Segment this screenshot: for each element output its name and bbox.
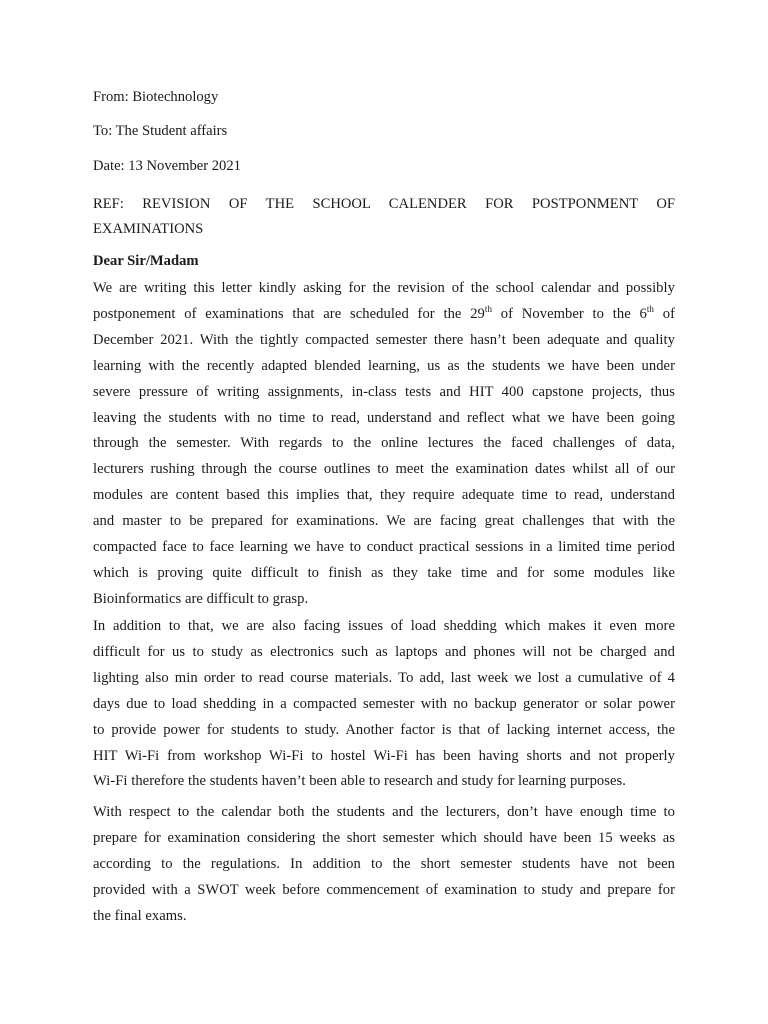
- superscript: th: [484, 303, 493, 314]
- paragraph-line: difficult for us to study as electronics such as laptops and phones will not be charged and: [93, 643, 675, 660]
- paragraph-line: according to the regulations. In addition to the short semester students have not been: [93, 855, 675, 872]
- paragraph-line: severe pressure of writing assignments, in-class tests and HIT 400 capstone projects, thus: [93, 383, 675, 400]
- paragraph-line: In addition to that, we are also facing issues of load shedding which makes it even more: [93, 618, 675, 634]
- paragraph-line: December 2021. With the tightly compacted semester there hasn’t been adequate and quality: [93, 331, 675, 348]
- paragraph-line: to provide power for students to study. Another factor is that of lacking internet access, the: [93, 721, 675, 738]
- paragraph-line: and master to be prepared for examinations. We are facing great challenges that with the: [93, 513, 675, 530]
- paragraph-line: lighting also min order to read course materials. To add, last week we lost a cumulative of 4: [93, 669, 675, 686]
- paragraph-line: lecturers rushing through the course outlines to meet the examination dates whilst all of our: [93, 461, 675, 478]
- text-segment: postponement of examinations that are scheduled for the 29: [93, 305, 485, 322]
- paragraph-line: compacted face to face learning we have to conduct practical sessions in a limited time period: [93, 539, 675, 556]
- paragraph-line: provided with a SWOT week before commencement of examination to study and prepare for: [93, 881, 675, 898]
- paragraph-line: prepare for examination considering the short semester which should have been 15 weeks as: [93, 829, 675, 846]
- paragraph-line: We are writing this letter kindly asking for the revision of the school calendar and possibly: [93, 280, 675, 296]
- paragraph-line: through the semester. With regards to the online lectures the faced challenges of data,: [93, 435, 675, 452]
- date-line: Date: 13 November 2021: [93, 158, 241, 174]
- salutation: Dear Sir/Madam: [93, 253, 199, 269]
- paragraph-1: [93, 276, 675, 613]
- paragraph-line: which is proving quite difficult to finish as they take time and for some modules like: [93, 564, 675, 581]
- paragraph-line: HIT Wi-Fi from workshop Wi-Fi to hostel Wi-Fi has been having shorts and not properly: [93, 747, 675, 764]
- paragraph-line: Wi-Fi therefore the students haven’t been able to research and study for learning purposes.: [93, 773, 626, 790]
- paragraph-line: the final exams.: [93, 907, 187, 924]
- paragraph-line: With respect to the calendar both the students and the lecturers, don’t have enough time to: [93, 804, 675, 820]
- paragraph-line: modules are content based this implies that, they require adequate time to read, understand: [93, 487, 675, 504]
- paragraph-2: [93, 614, 675, 795]
- paragraph-line: Bioinformatics are difficult to grasp.: [93, 590, 309, 607]
- superscript: th: [646, 303, 654, 314]
- paragraph-line: leaving the students with no time to read, understand and reflect what we have been going: [93, 409, 675, 426]
- paragraph-line: days due to load shedding in a compacted semester with no backup generator or solar power: [93, 695, 675, 712]
- from-line: From: Biotechnology: [93, 89, 219, 105]
- text-segment: of: [653, 305, 675, 322]
- reference-line: [93, 192, 675, 242]
- reference-line-2: EXAMINATIONS: [93, 221, 204, 237]
- reference-line-1: REF: REVISION OF THE SCHOOL CALENDER FOR POSTPONMENT OF: [93, 196, 675, 212]
- to-line: To: The Student affairs: [93, 123, 228, 139]
- paragraph-3: [93, 800, 675, 930]
- paragraph-line: [93, 302, 675, 328]
- text-segment: of November to the 6: [492, 305, 647, 322]
- paragraph-line: learning with the recently adapted blended learning, us as the students we have been under: [93, 357, 675, 374]
